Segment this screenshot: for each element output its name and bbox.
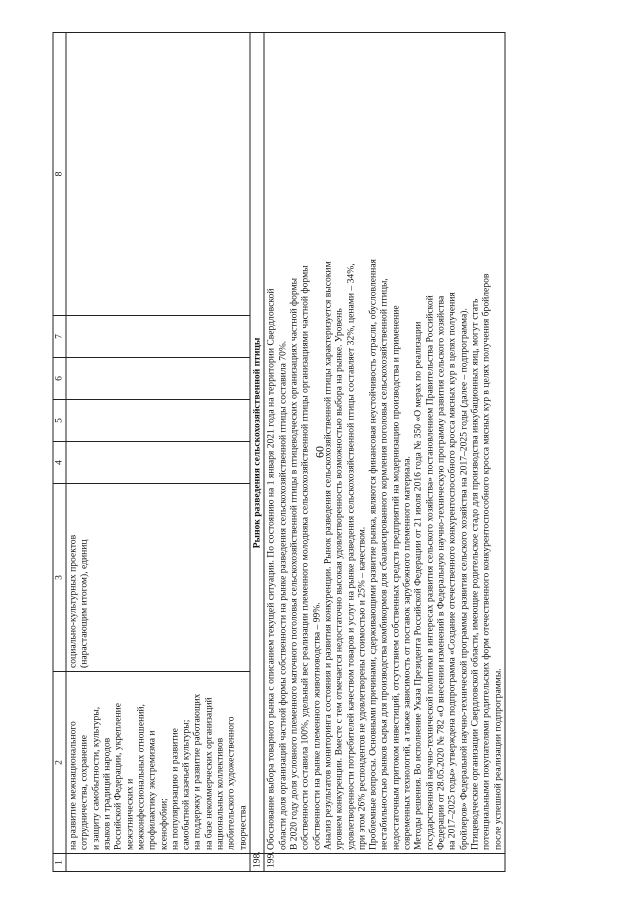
text-line: нестабильностью рынков сырья для производства комбикормов для сбалансированного кормления поголовья сельскохозяйственной птицы,	[378, 278, 390, 850]
section-title: Рынок разведения сельскохозяйственной птицы	[250, 33, 264, 854]
cell-line: Российской Федерации, укрепление	[112, 702, 124, 850]
indicator-description-cell	[66, 672, 250, 854]
text-line: современных технологий, а также зависимость от поставок зарубежного племенного материала.	[401, 456, 413, 850]
cell-line: профилактику экстремизма и	[146, 730, 158, 850]
text-line: после успешной реализации подпрограммы.	[492, 668, 504, 850]
header-row	[53, 33, 66, 872]
text-line: области доля организаций частной формы собственности на рынке разведения сельскохозяйственной птицы составила 70%.	[277, 340, 289, 850]
cell-line: самобытной казачьей культуры;	[180, 719, 192, 850]
header-cell: 2	[53, 672, 66, 854]
text-line: собственности составила 100%, удельный вес реализации племенного молодняка сельскохозяйственной птицы организациями частной формы	[299, 265, 311, 850]
page-number: 60	[312, 446, 327, 458]
cell-line: творчества	[237, 805, 249, 850]
cell-line: на популяризацию и развитие	[169, 728, 181, 850]
header-cell: 8	[53, 33, 66, 316]
text-line: удовлетворенности потребителей качеством товаров и услуг на рынке разведения сельскохозяйственной птицы составляет 32%, ценами – 34%,	[345, 263, 356, 850]
data-table	[53, 32, 506, 872]
text-line: собственности на рынке племенного животноводства – 99%.	[311, 602, 323, 850]
indicator-unit-cell	[66, 484, 250, 672]
header-cell: 5	[53, 400, 66, 442]
text-line: потенциальными покупателями родительских форм отечественного конкурентоспособного кросса мясных кур в целях получения бройлеров	[480, 273, 492, 850]
cell-line: и защиту самобытности, культуры,	[90, 706, 102, 850]
text-line: при этом 26% респондентов не удовлетворены стоимостью и 25% – качеством.	[356, 526, 368, 850]
cell-line: на развитие межнационального	[67, 721, 79, 850]
text-line: Птицеводческие организации Свердловской области, имеющие родительское стадо для производства инкубационных яиц, могут стать	[469, 298, 481, 850]
header-cell: 3	[53, 484, 66, 672]
header-cell: 7	[53, 316, 66, 358]
text-line: государственной научно-технической политики в интересах развития сельского хозяйства» постановлением Правительства Российской	[424, 295, 436, 850]
table-row	[66, 33, 250, 872]
cell-line: национальных коллективов	[214, 737, 226, 850]
table-row	[264, 33, 505, 872]
section-row	[250, 33, 264, 872]
header-cell: 4	[53, 442, 66, 484]
text-line: Проблемные вопросы. Основными причинами, сдерживающими развитие рынка, являются финансовая неустойчивость отрасли, обусловленная	[367, 259, 379, 850]
cell-line: языков и традиций народов	[101, 737, 113, 850]
row-number: 199.	[264, 854, 505, 872]
cell-line: ксенофобии;	[158, 798, 169, 850]
cell-line: любительского художественного	[225, 716, 237, 850]
text-line: Федерации от 28.05.2020 № 782 «О внесении изменений в Федеральную научно-техническую программу развития сельского хозяйства	[435, 295, 447, 850]
text-line: Обоснование выбора товарного рынка с описанием текущей ситуации. По состоянию на 1 января 2021 года на территории Свердловской	[265, 288, 277, 850]
cell-line: (нарастающим итогом), единиц	[78, 539, 90, 668]
text-line: бройлеров» Федеральной научно-технической программы развития сельского хозяйства на 2017–2025 годы (далее – подпрограмма).	[458, 308, 470, 850]
text-line: недостаточным притоком инвестиций, отсутствием собственных средств предприятий на модернизацию производства и применение	[390, 305, 402, 850]
text-line: уровнем конкуренции. Вместе с тем отмечается недостаточно высокая удовлетворенность возможностью выбора на рынке. Уровень	[333, 308, 345, 850]
text-line: Анализ результатов мониторинга состояния и развития конкуренции. Рынок разведения сельскохозяйственной птицы характеризуется высоким	[322, 261, 334, 850]
market-description	[264, 33, 505, 854]
text-line: на 2017–2025 годы» утверждена подпрограмма «Создание отечественного конкурентоспособного кросса мясных кур в целях получения	[446, 292, 458, 850]
cell-line: межконфессиональных отношений,	[135, 704, 147, 850]
header-cell: 6	[53, 358, 66, 400]
rotated-table-page	[53, 32, 588, 872]
cell-line: сотрудничества, сохранение	[78, 734, 90, 850]
text-line: В 2020 году доля условного племенного маточного поголовья сельскохозяйственной птицы в птицеводческих организациях частной формы	[288, 277, 300, 850]
header-cell: 1	[53, 854, 66, 872]
cell-line: на поддержку и развитие работающих	[191, 693, 203, 850]
text-line: Методы решения. Во исполнение Указа Президента Российской Федерации от 21 июля 2016 года № 350 «О мерах по реализации	[412, 321, 424, 850]
cell-line: межэтнических и	[124, 778, 136, 850]
cell-line: на базе некоммерческих организаций	[203, 697, 215, 850]
row-number: 198.	[250, 854, 264, 872]
cell-line: социально-культурных проектов	[67, 534, 79, 668]
